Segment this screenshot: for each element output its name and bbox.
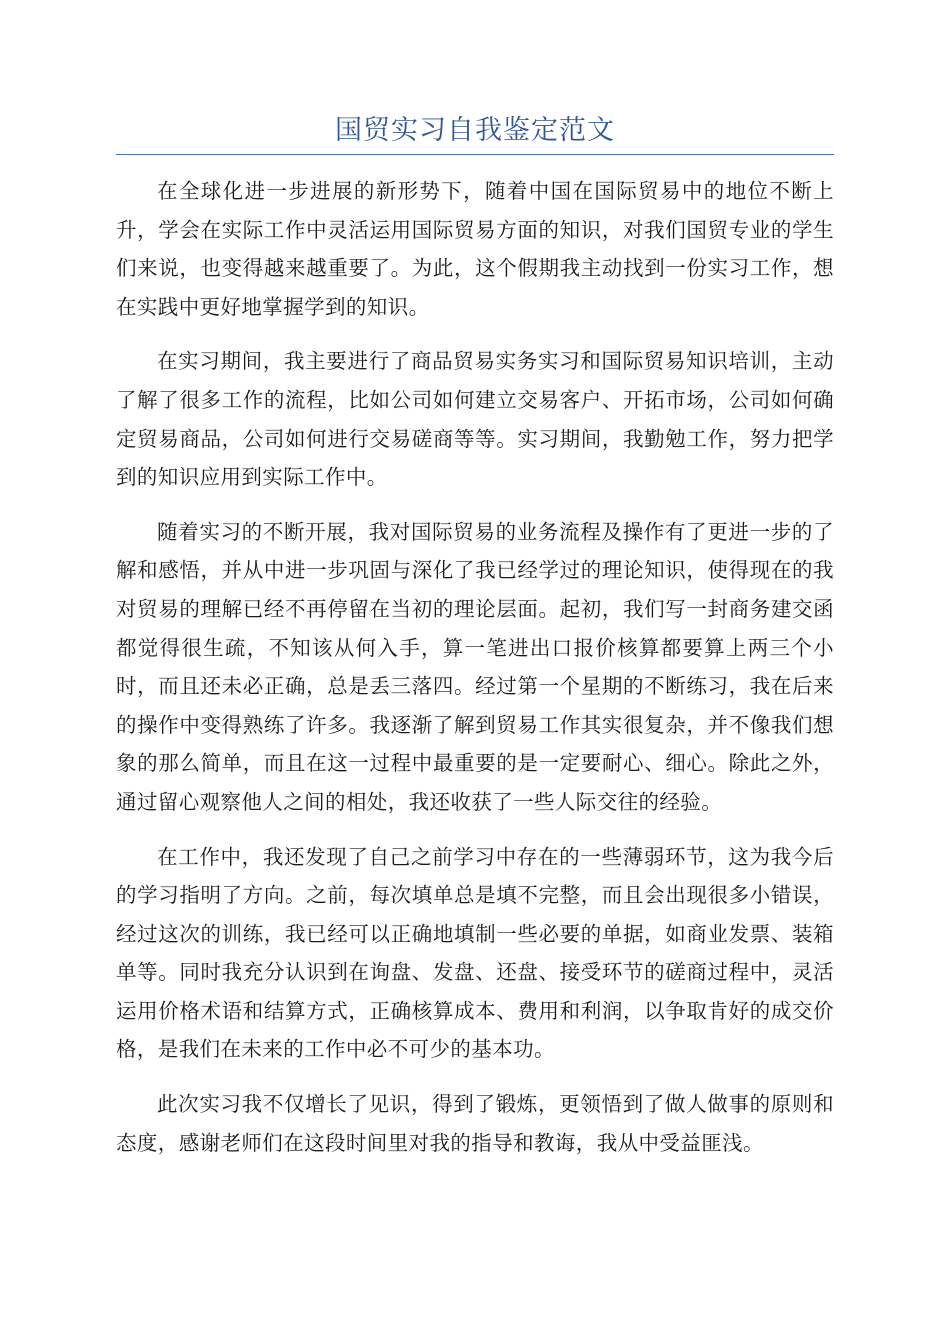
paragraph-2: 在实习期间，我主要进行了商品贸易实务实习和国际贸易知识培训，主动了解了很多工作的流程，比如公司如何建立交易客户、开拓市场，公司如何确定贸易商品，公司如何进行交易磋商等等。实习期间，我勤勉工作，努力把学到的知识应用到实际工作中。 <box>116 349 834 490</box>
document-body <box>116 172 834 1178</box>
document-title: 国贸实习自我鉴定范文 <box>335 115 615 146</box>
paragraph-4: 在工作中，我还发现了自己之前学习中存在的一些薄弱环节，这为我今后的学习指明了方向。之前，每次填单总是填不完整，而且会出现很多小错误，经过这次的训练，我已经可以正确地填制一些必要的单据，如商业发票、装箱单等。同时我充分认识到在询盘、发盘、还盘、接受环节的磋商过程中，灵活运用价格术语和结算方式，正确核算成本、费用和利润，以争取肯好的成交价格，是我们在未来的工作中必不可少的基本功。 <box>116 844 834 1062</box>
paragraph-3: 随着实习的不断开展，我对国际贸易的业务流程及操作有了更进一步的了解和感悟，并从中进一步巩固与深化了我已经学过的理论知识，使得现在的我对贸易的理解已经不再停留在当初的理论层面。起初，我们写一封商务建交函都觉得很生疏，不知该从何入手，算一笔进出口报价核算都要算上两三个小时，而且还未必正确，总是丢三落四。经过第一个星期的不断练习，我在后来的操作中变得熟练了许多。我逐渐了解到贸易工作其实很复杂，并不像我们想象的那么简单，而且在这一过程中最重要的是一定要耐心、细心。除此之外，通过留心观察他人之间的相处，我还收获了一些人际交往的经验。 <box>116 519 834 814</box>
paragraph-1: 在全球化进一步进展的新形势下，随着中国在国际贸易中的地位不断上升，学会在实际工作中灵活运用国际贸易方面的知识，对我们国贸专业的学生们来说，也变得越来越重要了。为此，这个假期我主动找到一份实习工作，想在实践中更好地掌握学到的知识。 <box>116 179 834 319</box>
paragraph-5: 此次实习我不仅增长了见识，得到了锻炼，更领悟到了做人做事的原则和态度，感谢老师们在这段时间里对我的指导和教诲，我从中受益匪浅。 <box>116 1092 834 1155</box>
title-underline <box>116 154 834 155</box>
